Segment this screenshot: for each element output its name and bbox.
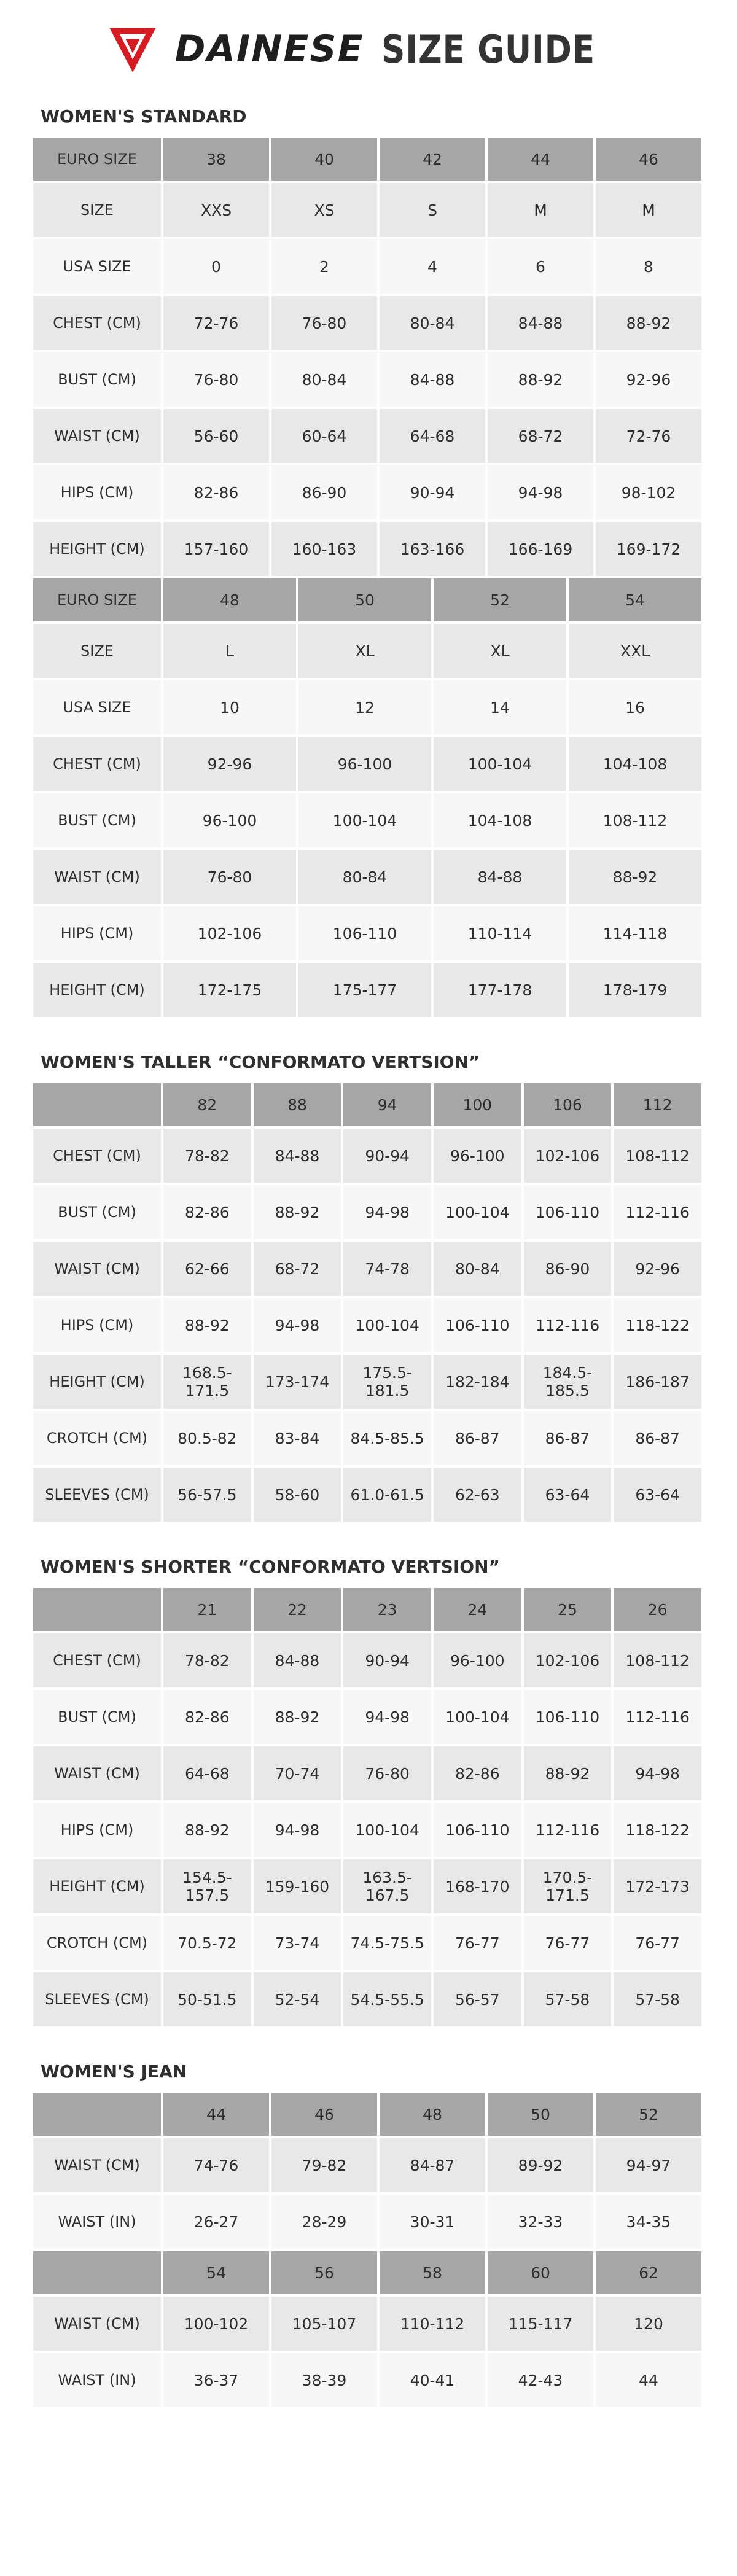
table-cell: 76-80 xyxy=(163,352,269,407)
table-cell: 56-60 xyxy=(163,409,269,463)
table-row xyxy=(33,1916,701,1970)
table-cell: XXL xyxy=(569,624,701,678)
table-cell: 100-102 xyxy=(163,2297,269,2351)
table-cell: 8 xyxy=(596,239,701,294)
table-cell: 166-169 xyxy=(488,522,593,576)
table-cell: 80.5-82 xyxy=(163,1411,251,1465)
table-cell: 63-64 xyxy=(524,1468,612,1522)
section-title-womens-standard: WOMEN'S STANDARD xyxy=(41,106,247,126)
size-column-header: 88 xyxy=(254,1083,341,1126)
table-cell: 108-112 xyxy=(614,1129,701,1183)
header-label-cell xyxy=(33,2251,161,2294)
row-label: BUST (CM) xyxy=(33,793,161,847)
table-cell: 57-58 xyxy=(614,1972,701,2026)
table-cell: 88-92 xyxy=(596,296,701,350)
size-column-header: 50 xyxy=(488,2093,593,2136)
row-label: SLEEVES (CM) xyxy=(33,1972,161,2026)
row-label: HEIGHT (CM) xyxy=(33,963,161,1017)
table-row xyxy=(33,352,701,407)
table-cell: 84-88 xyxy=(488,296,593,350)
header-label-cell: EURO SIZE xyxy=(33,578,161,621)
womens-jean-table-1 xyxy=(0,2090,737,2251)
table-cell: 94-98 xyxy=(343,1185,431,1239)
header xyxy=(0,0,737,98)
table-cell: 172-175 xyxy=(163,963,296,1017)
size-column-header: 58 xyxy=(380,2251,485,2294)
size-column-header: 82 xyxy=(163,1083,251,1126)
row-label: BUST (CM) xyxy=(33,352,161,407)
table-row xyxy=(33,2297,701,2351)
size-column-header: 52 xyxy=(434,578,566,621)
table-cell: 92-96 xyxy=(163,737,296,791)
table-cell: 60-64 xyxy=(271,409,377,463)
size-table xyxy=(31,1081,704,1524)
size-table xyxy=(31,2249,704,2410)
table-row xyxy=(33,1468,701,1522)
table-cell: 56-57 xyxy=(434,1972,521,2026)
row-label: WAIST (CM) xyxy=(33,1242,161,1296)
table-cell: 76-80 xyxy=(163,850,296,904)
table-cell: 72-76 xyxy=(163,296,269,350)
table-cell: 96-100 xyxy=(434,1633,521,1687)
table-cell: 108-112 xyxy=(614,1633,701,1687)
table-cell: 90-94 xyxy=(343,1633,431,1687)
table-cell: 80-84 xyxy=(434,1242,521,1296)
table-cell: 57-58 xyxy=(524,1972,612,2026)
table-cell: 86-87 xyxy=(614,1411,701,1465)
table-cell: 163-166 xyxy=(380,522,485,576)
row-label: HIPS (CM) xyxy=(33,1803,161,1857)
table-row xyxy=(33,1972,701,2026)
womens-jean-table-2 xyxy=(0,2249,737,2410)
table-cell: 58-60 xyxy=(254,1468,341,1522)
table-row xyxy=(33,680,701,734)
table-cell: 50-51.5 xyxy=(163,1972,251,2026)
row-label: HEIGHT (CM) xyxy=(33,1859,161,1913)
table-cell: 84-88 xyxy=(254,1633,341,1687)
size-table xyxy=(31,2090,704,2251)
table-cell: 0 xyxy=(163,239,269,294)
table-cell: 112-116 xyxy=(614,1690,701,1744)
table-cell: 86-87 xyxy=(434,1411,521,1465)
table-cell: 118-122 xyxy=(614,1803,701,1857)
table-cell: 26-27 xyxy=(163,2195,269,2249)
table-row xyxy=(33,409,701,463)
table-cell: 114-118 xyxy=(569,906,701,960)
table-cell: 100-104 xyxy=(434,1185,521,1239)
size-table xyxy=(31,576,704,1019)
row-label: CHEST (CM) xyxy=(33,296,161,350)
table-cell: 88-92 xyxy=(254,1690,341,1744)
table-cell: 106-110 xyxy=(298,906,431,960)
header-label-cell xyxy=(33,1588,161,1631)
row-label: SLEEVES (CM) xyxy=(33,1468,161,1522)
table-cell: 184.5-185.5 xyxy=(524,1355,612,1409)
row-label: WAIST (CM) xyxy=(33,1746,161,1800)
table-cell: 104-108 xyxy=(434,793,566,847)
table-row xyxy=(33,296,701,350)
header-label-cell: EURO SIZE xyxy=(33,138,161,181)
table-cell: 157-160 xyxy=(163,522,269,576)
row-label: CHEST (CM) xyxy=(33,737,161,791)
table-header-row xyxy=(33,1588,701,1631)
table-row xyxy=(33,239,701,294)
table-cell: M xyxy=(488,183,593,237)
table-row xyxy=(33,1859,701,1913)
table-cell: 102-106 xyxy=(524,1633,612,1687)
table-cell: 76-80 xyxy=(271,296,377,350)
table-cell: 54.5-55.5 xyxy=(343,1972,431,2026)
table-cell: 92-96 xyxy=(596,352,701,407)
table-cell: 175-177 xyxy=(298,963,431,1017)
section-title-womens-taller: WOMEN'S TALLER “CONFORMATO VERTSION” xyxy=(41,1052,480,1072)
table-cell: 61.0-61.5 xyxy=(343,1468,431,1522)
table-cell: 94-97 xyxy=(596,2138,701,2192)
table-cell: 62-63 xyxy=(434,1468,521,1522)
size-column-header: 94 xyxy=(343,1083,431,1126)
table-cell: 76-80 xyxy=(343,1746,431,1800)
row-label: BUST (CM) xyxy=(33,1690,161,1744)
table-cell: XL xyxy=(298,624,431,678)
table-row xyxy=(33,1746,701,1800)
table-cell: 80-84 xyxy=(380,296,485,350)
size-column-header: 112 xyxy=(614,1083,701,1126)
table-row xyxy=(33,850,701,904)
table-cell: 118-122 xyxy=(614,1298,701,1352)
table-row xyxy=(33,963,701,1017)
size-column-header: 48 xyxy=(163,578,296,621)
table-cell: 173-174 xyxy=(254,1355,341,1409)
table-cell: 4 xyxy=(380,239,485,294)
size-column-header: 38 xyxy=(163,138,269,181)
table-cell: 106-110 xyxy=(434,1298,521,1352)
table-cell: 82-86 xyxy=(163,465,269,519)
table-row xyxy=(33,1129,701,1183)
header-label-cell xyxy=(33,2093,161,2136)
row-label: WAIST (CM) xyxy=(33,2138,161,2192)
size-column-header: 26 xyxy=(614,1588,701,1631)
table-cell: 88-92 xyxy=(163,1803,251,1857)
table-cell: 62-66 xyxy=(163,1242,251,1296)
row-label: CHEST (CM) xyxy=(33,1633,161,1687)
table-cell: 110-112 xyxy=(380,2297,485,2351)
table-cell: 76-77 xyxy=(434,1916,521,1970)
page-title: SIZE GUIDE xyxy=(381,26,595,72)
table-row xyxy=(33,2138,701,2192)
row-label: WAIST (IN) xyxy=(33,2353,161,2407)
table-cell: 90-94 xyxy=(380,465,485,519)
table-row xyxy=(33,2195,701,2249)
table-cell: 94-98 xyxy=(343,1690,431,1744)
size-column-header: 54 xyxy=(163,2251,269,2294)
table-cell: 83-84 xyxy=(254,1411,341,1465)
table-cell: 112-116 xyxy=(524,1298,612,1352)
table-cell: 102-106 xyxy=(163,906,296,960)
womens-standard-table-2 xyxy=(0,576,737,1019)
table-row xyxy=(33,906,701,960)
table-cell: 34-35 xyxy=(596,2195,701,2249)
womens-taller-table xyxy=(0,1081,737,1524)
table-cell: 70-74 xyxy=(254,1746,341,1800)
row-label: WAIST (CM) xyxy=(33,2297,161,2351)
table-cell: 94-98 xyxy=(488,465,593,519)
dainese-logo-icon xyxy=(107,24,158,74)
table-cell: 80-84 xyxy=(271,352,377,407)
table-cell: 32-33 xyxy=(488,2195,593,2249)
table-cell: 159-160 xyxy=(254,1859,341,1913)
table-cell: 64-68 xyxy=(380,409,485,463)
table-cell: 100-104 xyxy=(343,1803,431,1857)
table-cell: 92-96 xyxy=(614,1242,701,1296)
table-row xyxy=(33,624,701,678)
table-cell: 88-92 xyxy=(524,1746,612,1800)
table-row xyxy=(33,1298,701,1352)
table-cell: 115-117 xyxy=(488,2297,593,2351)
table-header-row xyxy=(33,1083,701,1126)
table-cell: 106-110 xyxy=(524,1690,612,1744)
row-label: WAIST (CM) xyxy=(33,409,161,463)
table-row xyxy=(33,1242,701,1296)
table-cell: 76-77 xyxy=(614,1916,701,1970)
table-row xyxy=(33,1690,701,1744)
table-cell: M xyxy=(596,183,701,237)
table-cell: 182-184 xyxy=(434,1355,521,1409)
row-label: BUST (CM) xyxy=(33,1185,161,1239)
table-row xyxy=(33,1633,701,1687)
table-cell: XL xyxy=(434,624,566,678)
size-column-header: 106 xyxy=(524,1083,612,1126)
table-cell: 178-179 xyxy=(569,963,701,1017)
table-cell: 84-88 xyxy=(380,352,485,407)
table-cell: 186-187 xyxy=(614,1355,701,1409)
table-cell: 120 xyxy=(596,2297,701,2351)
table-cell: 96-100 xyxy=(298,737,431,791)
table-cell: 110-114 xyxy=(434,906,566,960)
table-cell: 104-108 xyxy=(569,737,701,791)
table-cell: 2 xyxy=(271,239,377,294)
table-cell: 36-37 xyxy=(163,2353,269,2407)
size-column-header: 46 xyxy=(596,138,701,181)
table-cell: 79-82 xyxy=(271,2138,377,2192)
table-row xyxy=(33,1411,701,1465)
table-cell: 74.5-75.5 xyxy=(343,1916,431,1970)
table-cell: 86-87 xyxy=(524,1411,612,1465)
table-header-row xyxy=(33,2251,701,2294)
size-column-header: 62 xyxy=(596,2251,701,2294)
table-cell: 30-31 xyxy=(380,2195,485,2249)
table-cell: 86-90 xyxy=(271,465,377,519)
section-title-womens-shorter: WOMEN'S SHORTER “CONFORMATO VERTSION” xyxy=(41,1557,500,1577)
table-cell: 105-107 xyxy=(271,2297,377,2351)
size-column-header: 54 xyxy=(569,578,701,621)
table-cell: 68-72 xyxy=(254,1242,341,1296)
row-label: CROTCH (CM) xyxy=(33,1411,161,1465)
table-cell: 78-82 xyxy=(163,1633,251,1687)
size-column-header: 21 xyxy=(163,1588,251,1631)
size-column-header: 50 xyxy=(298,578,431,621)
table-cell: 96-100 xyxy=(163,793,296,847)
table-cell: S xyxy=(380,183,485,237)
table-cell: 94-98 xyxy=(614,1746,701,1800)
table-cell: 52-54 xyxy=(254,1972,341,2026)
womens-standard-table-1 xyxy=(0,135,737,578)
size-column-header: 44 xyxy=(163,2093,269,2136)
table-row xyxy=(33,522,701,576)
table-cell: 74-76 xyxy=(163,2138,269,2192)
header-label-cell xyxy=(33,1083,161,1126)
table-cell: 70.5-72 xyxy=(163,1916,251,1970)
womens-shorter-table xyxy=(0,1586,737,2029)
size-column-header: 56 xyxy=(271,2251,377,2294)
table-cell: 44 xyxy=(596,2353,701,2407)
table-cell: 94-98 xyxy=(254,1298,341,1352)
table-cell: 112-116 xyxy=(614,1185,701,1239)
row-label: SIZE xyxy=(33,624,161,678)
table-cell: XS xyxy=(271,183,377,237)
table-cell: 177-178 xyxy=(434,963,566,1017)
size-table xyxy=(31,1586,704,2029)
table-row xyxy=(33,737,701,791)
table-cell: 78-82 xyxy=(163,1129,251,1183)
table-cell: 168.5-171.5 xyxy=(163,1355,251,1409)
size-table xyxy=(31,135,704,578)
table-cell: 76-77 xyxy=(524,1916,612,1970)
table-cell: 72-76 xyxy=(596,409,701,463)
table-cell: 89-92 xyxy=(488,2138,593,2192)
table-cell: 73-74 xyxy=(254,1916,341,1970)
size-column-header: 24 xyxy=(434,1588,521,1631)
table-cell: 88-92 xyxy=(488,352,593,407)
table-cell: 68-72 xyxy=(488,409,593,463)
table-cell: 90-94 xyxy=(343,1129,431,1183)
table-cell: 169-172 xyxy=(596,522,701,576)
table-row xyxy=(33,2353,701,2407)
row-label: WAIST (IN) xyxy=(33,2195,161,2249)
brand-wordmark: DAINESE xyxy=(174,28,364,71)
row-label: HEIGHT (CM) xyxy=(33,522,161,576)
table-header-row xyxy=(33,578,701,621)
table-cell: 12 xyxy=(298,680,431,734)
row-label: USA SIZE xyxy=(33,680,161,734)
table-cell: 160-163 xyxy=(271,522,377,576)
table-cell: 170.5-171.5 xyxy=(524,1859,612,1913)
table-header-row xyxy=(33,138,701,181)
table-cell: 64-68 xyxy=(163,1746,251,1800)
table-cell: 154.5-157.5 xyxy=(163,1859,251,1913)
row-label: WAIST (CM) xyxy=(33,850,161,904)
size-column-header: 48 xyxy=(380,2093,485,2136)
size-column-header: 40 xyxy=(271,138,377,181)
size-column-header: 42 xyxy=(380,138,485,181)
size-column-header: 100 xyxy=(434,1083,521,1126)
size-column-header: 60 xyxy=(488,2251,593,2294)
table-cell: 172-173 xyxy=(614,1859,701,1913)
table-cell: 28-29 xyxy=(271,2195,377,2249)
size-column-header: 46 xyxy=(271,2093,377,2136)
table-cell: 14 xyxy=(434,680,566,734)
table-cell: 112-116 xyxy=(524,1803,612,1857)
table-cell: 82-86 xyxy=(434,1746,521,1800)
table-cell: 88-92 xyxy=(569,850,701,904)
table-cell: 94-98 xyxy=(254,1803,341,1857)
table-cell: L xyxy=(163,624,296,678)
row-label: CROTCH (CM) xyxy=(33,1916,161,1970)
row-label: CHEST (CM) xyxy=(33,1129,161,1183)
table-cell: 106-110 xyxy=(434,1803,521,1857)
table-cell: XXS xyxy=(163,183,269,237)
size-column-header: 52 xyxy=(596,2093,701,2136)
table-cell: 6 xyxy=(488,239,593,294)
table-cell: 108-112 xyxy=(569,793,701,847)
row-label: USA SIZE xyxy=(33,239,161,294)
table-cell: 88-92 xyxy=(163,1298,251,1352)
table-row xyxy=(33,1803,701,1857)
row-label: HIPS (CM) xyxy=(33,1298,161,1352)
table-cell: 100-104 xyxy=(343,1298,431,1352)
section-title-womens-jean: WOMEN'S JEAN xyxy=(41,2061,187,2082)
table-cell: 10 xyxy=(163,680,296,734)
table-cell: 98-102 xyxy=(596,465,701,519)
table-cell: 86-90 xyxy=(524,1242,612,1296)
table-cell: 40-41 xyxy=(380,2353,485,2407)
table-cell: 84-87 xyxy=(380,2138,485,2192)
row-label: HIPS (CM) xyxy=(33,906,161,960)
table-row xyxy=(33,1185,701,1239)
table-row xyxy=(33,1355,701,1409)
table-cell: 100-104 xyxy=(434,737,566,791)
table-cell: 63-64 xyxy=(614,1468,701,1522)
table-cell: 96-100 xyxy=(434,1129,521,1183)
table-cell: 100-104 xyxy=(434,1690,521,1744)
row-label: HIPS (CM) xyxy=(33,465,161,519)
table-cell: 82-86 xyxy=(163,1185,251,1239)
size-column-header: 25 xyxy=(524,1588,612,1631)
table-row xyxy=(33,465,701,519)
table-cell: 56-57.5 xyxy=(163,1468,251,1522)
table-cell: 84-88 xyxy=(254,1129,341,1183)
row-label: SIZE xyxy=(33,183,161,237)
table-cell: 84.5-85.5 xyxy=(343,1411,431,1465)
table-cell: 38-39 xyxy=(271,2353,377,2407)
table-cell: 16 xyxy=(569,680,701,734)
table-cell: 163.5-167.5 xyxy=(343,1859,431,1913)
size-column-header: 23 xyxy=(343,1588,431,1631)
table-cell: 84-88 xyxy=(434,850,566,904)
table-cell: 80-84 xyxy=(298,850,431,904)
table-cell: 106-110 xyxy=(524,1185,612,1239)
table-row xyxy=(33,183,701,237)
size-column-header: 44 xyxy=(488,138,593,181)
size-column-header: 22 xyxy=(254,1588,341,1631)
table-header-row xyxy=(33,2093,701,2136)
table-cell: 102-106 xyxy=(524,1129,612,1183)
table-cell: 175.5-181.5 xyxy=(343,1355,431,1409)
table-cell: 74-78 xyxy=(343,1242,431,1296)
table-cell: 168-170 xyxy=(434,1859,521,1913)
table-cell: 42-43 xyxy=(488,2353,593,2407)
table-cell: 100-104 xyxy=(298,793,431,847)
table-cell: 82-86 xyxy=(163,1690,251,1744)
row-label: HEIGHT (CM) xyxy=(33,1355,161,1409)
table-row xyxy=(33,793,701,847)
table-cell: 88-92 xyxy=(254,1185,341,1239)
